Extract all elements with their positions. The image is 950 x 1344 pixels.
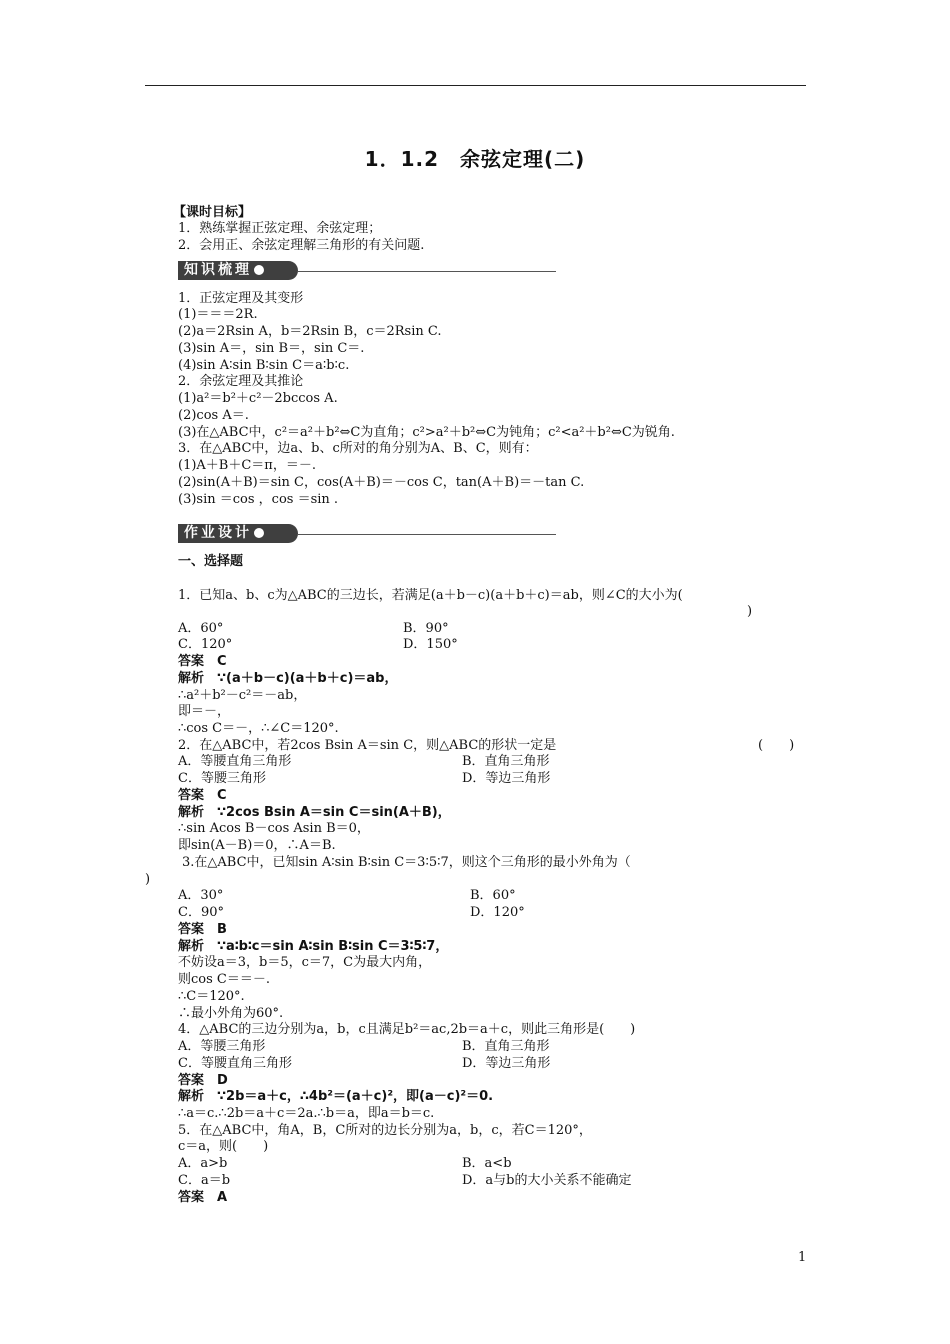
text-line: A．a>b bbox=[178, 1156, 228, 1171]
text-line: 4．△ABC的三边分别为a，b，c且满足b²＝ac,2b＝a＋c，则此三角形是( ) bbox=[178, 1022, 636, 1037]
text-line: (3)sin ＝cos ，cos ＝sin . bbox=[178, 492, 339, 507]
text-line: 答案 D bbox=[178, 1073, 228, 1088]
page-number: 1 bbox=[798, 1250, 807, 1265]
text-line: A．等腰直角三角形 bbox=[178, 754, 292, 769]
text-line: ∴a＝c.∴2b＝a＋c＝2a.∴b＝a，即a＝b＝c. bbox=[178, 1106, 435, 1121]
text-line: B．直角三角形 bbox=[462, 754, 550, 769]
text-line: D．等边三角形 bbox=[462, 771, 551, 786]
bullet-icon bbox=[254, 528, 264, 538]
text-line: (1)＝＝＝2R. bbox=[178, 307, 258, 322]
text-line: C．等腰三角形 bbox=[178, 771, 266, 786]
text-line: 解析 ∵2b＝a＋c，∴4b²＝(a＋c)²，即(a－c)²＝0. bbox=[178, 1089, 494, 1104]
text-line: 即＝－， bbox=[178, 704, 231, 719]
text-line: 1．熟练掌握正弦定理、余弦定理； bbox=[178, 221, 382, 236]
text-line: D．a与b的大小关系不能确定 bbox=[462, 1173, 632, 1188]
text-line: 答案 A bbox=[178, 1190, 228, 1205]
text-line: ∴C＝120°. bbox=[178, 989, 245, 1004]
text-line: 2．在△ABC中，若2cos Bsin A＝sin C，则△ABC的形状一定是 bbox=[178, 738, 557, 753]
text-line: 不妨设a＝3，b＝5，c＝7，C为最大内角， bbox=[178, 955, 432, 970]
header-rule bbox=[145, 85, 806, 86]
text-line: 2．会用正、余弦定理解三角形的有关问题. bbox=[178, 238, 425, 253]
text-line: D．150° bbox=[403, 637, 458, 652]
text-line: ( ) bbox=[758, 738, 795, 753]
text-line: (3)sin A＝，sin B＝，sin C＝. bbox=[178, 341, 365, 356]
text-line: ∴sin Acos B－cos Asin B＝0， bbox=[178, 821, 370, 836]
page-title: 1．1.2 余弦定理(二) bbox=[364, 147, 586, 171]
text-line: 【课时目标】 bbox=[173, 205, 252, 220]
text-line: A．60° bbox=[178, 621, 224, 636]
text-line: 1．正弦定理及其变形 bbox=[178, 291, 304, 306]
section-rule bbox=[298, 534, 556, 535]
text-line: C．等腰直角三角形 bbox=[178, 1056, 292, 1071]
text-line: 答案 B bbox=[178, 922, 227, 937]
text-line: A．等腰三角形 bbox=[178, 1039, 266, 1054]
text-line: (2)a＝2Rsin A，b＝2Rsin B，c＝2Rsin C. bbox=[178, 324, 442, 339]
text-line: 答案 C bbox=[178, 654, 227, 669]
text-line: 5．在△ABC中，角A，B，C所对的边长分别为a，b，c，若C＝120°， bbox=[178, 1123, 592, 1138]
text-line: 一、选择题 bbox=[178, 554, 244, 569]
text-line: c＝a，则( ) bbox=[178, 1139, 269, 1154]
text-line: 解析 ∵a∶b∶c＝sin A∶sin B∶sin C＝3∶5∶7， bbox=[178, 939, 449, 954]
text-line: 1．已知a、b、c为△ABC的三边长，若满足(a＋b－c)(a＋b＋c)＝ab，则∠C的大小为( bbox=[178, 588, 683, 603]
text-line: B．90° bbox=[403, 621, 449, 636]
text-line: 3．在△ABC中，边a、b、c所对的角分别为A、B、C，则有： bbox=[178, 441, 538, 456]
text-line: B．直角三角形 bbox=[462, 1039, 550, 1054]
text-line: D．120° bbox=[470, 905, 525, 920]
text-line: (4)sin A∶sin B∶sin C＝a∶b∶c. bbox=[178, 358, 350, 373]
text-line: B．a<b bbox=[462, 1156, 512, 1171]
text-line: ∴cos C＝－，∴∠C＝120°. bbox=[178, 721, 339, 736]
text-line: C．120° bbox=[178, 637, 233, 652]
text-line: 解析 ∵(a＋b－c)(a＋b＋c)＝ab， bbox=[178, 671, 398, 686]
text-line: B．60° bbox=[470, 888, 516, 903]
text-line: 答案 C bbox=[178, 788, 227, 803]
text-line: 则cos C＝＝－. bbox=[178, 972, 270, 987]
text-line: C．90° bbox=[178, 905, 224, 920]
text-line: (3)在△ABC中，c²＝a²＋b²⇔C为直角；c²>a²＋b²⇔C为钝角；c²<a²＋b²⇔C为锐角. bbox=[178, 425, 675, 440]
text-line: (2)sin(A＋B)＝sin C，cos(A＋B)＝－cos C，tan(A＋B)＝－tan C. bbox=[178, 475, 585, 490]
bullet-icon bbox=[254, 265, 264, 275]
section-label: 知识梳理 bbox=[184, 262, 252, 278]
text-line: (1)A＋B＋C＝π，＝－. bbox=[178, 458, 316, 473]
text-line: ) bbox=[747, 604, 753, 619]
text-line: 即sin(A－B)＝0，∴A＝B. bbox=[178, 838, 336, 853]
text-line: ) bbox=[145, 872, 151, 887]
text-line: D．等边三角形 bbox=[462, 1056, 551, 1071]
section-label: 作业设计 bbox=[184, 525, 252, 541]
text-line: A．30° bbox=[178, 888, 224, 903]
text-line: ∴最小外角为60°. bbox=[178, 1006, 284, 1021]
section-rule bbox=[298, 271, 556, 272]
text-line: 3.在△ABC中，已知sin A∶sin B∶sin C＝3∶5∶7，则这个三角形的最小外角为（ bbox=[182, 855, 631, 870]
text-line: C．a＝b bbox=[178, 1173, 231, 1188]
text-line: 解析 ∵2cos Bsin A＝sin C＝sin(A＋B)， bbox=[178, 805, 451, 820]
text-line: 2．余弦定理及其推论 bbox=[178, 374, 304, 389]
text-line: (1)a²＝b²＋c²－2bccos A. bbox=[178, 391, 338, 406]
text-line: (2)cos A＝. bbox=[178, 408, 249, 423]
text-line: ∴a²＋b²－c²＝－ab， bbox=[178, 688, 307, 703]
